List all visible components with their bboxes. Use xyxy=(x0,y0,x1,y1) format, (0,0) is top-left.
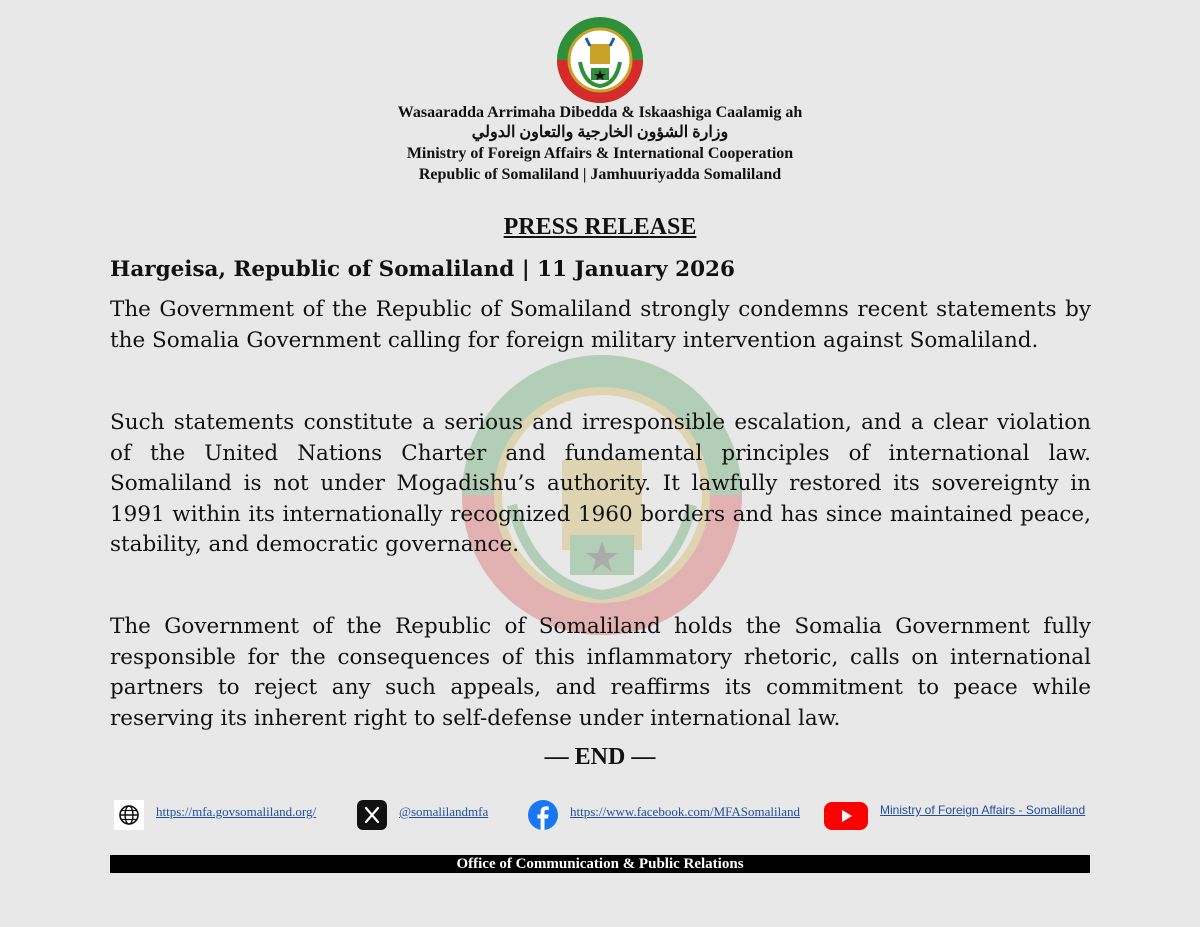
website-link[interactable] xyxy=(114,800,316,836)
youtube-icon xyxy=(824,800,868,830)
youtube-channel[interactable]: Ministry of Foreign Affairs - Somaliland xyxy=(880,803,1086,817)
dateline: Hargeisa, Republic of Somaliland | 11 January 2026 xyxy=(110,257,735,282)
paragraph-1: The Government of the Republic of Somaliland strongly condemns recent statements by the Somalia Government calling for foreign military intervention against Somaliland. xyxy=(110,297,1091,353)
paragraph-2: Such statements constitute a serious and irresponsible escalation, and a clear violation of the United Nations Charter and fundamental principles of international law. Somaliland is not under Mogadishu’s authority. It lawfully restored its sovereignty in 1991 within its internationally recognized 1960 borders and has since maintained peace, stability, and democratic governance. xyxy=(110,410,1091,557)
footer-text: Office of Communication & Public Relations xyxy=(456,856,744,872)
press-release-title: PRESS RELEASE xyxy=(503,214,697,240)
facebook-icon xyxy=(528,800,558,830)
facebook-url[interactable]: https://www.facebook.com/MFASomaliland xyxy=(570,804,801,819)
footer-bar xyxy=(110,855,1090,873)
ministry-emblem-logo xyxy=(556,16,644,104)
republic-name: Republic of Somaliland | Jamhuuriyadda Somaliland xyxy=(418,166,782,183)
youtube-link[interactable] xyxy=(824,800,1085,836)
x-link[interactable] xyxy=(357,800,488,836)
end-marker: — END — xyxy=(544,744,656,770)
ministry-name-somali: Wasaaradda Arrimaha Dibedda & Iskaashiga Caalamig ah xyxy=(397,104,803,121)
x-logo-icon xyxy=(357,800,387,830)
paragraph-3: The Government of the Republic of Somaliland holds the Somalia Government fully responsible for the consequences of this inflammatory rhetoric, calls on international partners to reject any such appeals, and reaffirms its commitment to peace while reserving its inherent right to self-defense under international law. xyxy=(110,614,1091,731)
x-handle[interactable]: @somalilandmfa xyxy=(399,804,489,819)
website-url[interactable]: https://mfa.govsomaliland.org/ xyxy=(156,804,317,819)
globe-icon xyxy=(114,800,144,830)
ministry-name-english: Ministry of Foreign Affairs & International Cooperation xyxy=(406,145,794,162)
ministry-name-arabic: وزارة الشؤون الخارجية والتعاون الدولي xyxy=(471,124,729,141)
facebook-link[interactable] xyxy=(528,800,800,836)
